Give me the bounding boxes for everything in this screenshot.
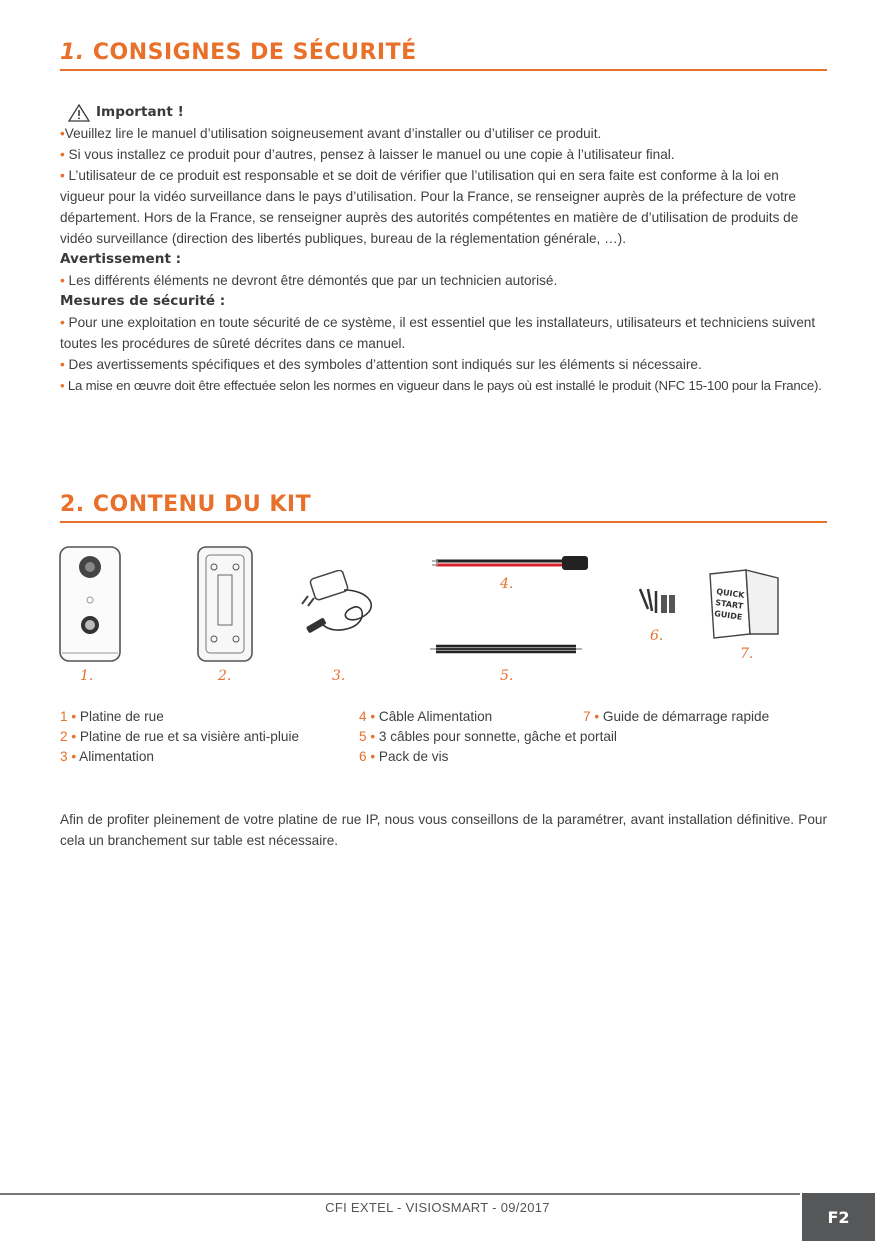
warning-label: Avertissement :	[60, 251, 182, 267]
important-item-1: •Veuillez lire le manuel d’utilisation soigneusement avant d’installer ou d’utiliser ce produit.	[60, 126, 602, 141]
guide-word-1: QUICK	[715, 587, 746, 600]
power-cable-image	[430, 552, 592, 574]
safety-item-2: • Des avertissements spécifiques et des symboles d’attention sont indiqués sur les éléments si nécessaire.	[60, 357, 702, 372]
section-1-number: 1.	[60, 40, 85, 65]
kit-legend-col-2	[359, 707, 617, 767]
figure-number-5: 5.	[500, 668, 514, 684]
figure-number-7: 7.	[740, 646, 754, 662]
important-item-3: • L’utilisateur de ce produit est responsable et se doit de vérifier que l’utilisation qui en sera faite est conforme à la loi en vigueur pour la vidéo surveillance dans le pays d’utilisation. Pour la France, se renseigner auprès de la préfecture de votre département. Hors de la France, se renseigner auprès des autorités compétentes en matière de d’utilisation de produits de vidéo surveillance (direction des libertés publiques, bureau de la réglementation générale, …).	[60, 168, 799, 246]
figure-number-1: 1.	[80, 668, 94, 684]
guide-word-3: GUIDE	[713, 609, 743, 622]
screw-pack-image	[634, 585, 680, 617]
power-adapter-image	[298, 570, 384, 642]
legend-item-3: 3 • Alimentation	[60, 749, 154, 764]
section-1-title	[60, 40, 827, 71]
section-2-number: 2.	[60, 492, 85, 517]
legend-item-2: 2 • Platine de rue et sa visière anti-pluie	[60, 729, 300, 744]
safety-item-3: • La mise en œuvre doit être effectuée selon les normes en vigueur dans le pays où est installé le produit (NFC 15-100 pour la France).	[60, 378, 822, 393]
closing-paragraph: Afin de profiter pleinement de votre platine de rue IP, nous vous conseillons de la paramétrer, avant installation définitive. Pour cela un branchement sur table est nécessaire.	[60, 811, 827, 848]
safety-label: Mesures de sécurité :	[60, 293, 226, 309]
section-2-heading: CONTENU DU KIT	[92, 492, 312, 517]
figure-number-4: 4.	[500, 576, 514, 592]
panel-visor-image	[196, 545, 254, 663]
page-number-badge: F2	[802, 1193, 875, 1241]
footer-divider	[0, 1193, 800, 1195]
warning-item-1: • Les différents éléments ne devront être démontés que par un technicien autorisé.	[60, 273, 558, 288]
figure-number-2: 2.	[218, 668, 232, 684]
guide-word-2: START	[714, 598, 744, 611]
legend-item-4: 4 • Câble Alimentation	[359, 709, 493, 724]
kit-legend-col-1	[60, 707, 299, 767]
important-label: Important !	[96, 104, 184, 120]
safety-item-1: • Pour une exploitation en toute sécurité de ce système, il est essentiel que les installateurs, utilisateurs et techniciens suivent toutes les procédures de sûreté décrites dans ce manuel.	[60, 315, 816, 351]
footer-text: CFI EXTEL - VISIOSMART - 09/2017	[325, 1200, 550, 1215]
legend-item-7: 7 • Guide de démarrage rapide	[583, 709, 770, 724]
legend-item-5: 5 • 3 câbles pour sonnette, gâche et portail	[359, 729, 617, 744]
warning-triangle-icon	[68, 104, 90, 122]
street-panel-image	[58, 545, 122, 663]
section-2-title	[60, 492, 827, 523]
legend-item-1: 1 • Platine de rue	[60, 709, 164, 724]
safety-instructions	[60, 102, 827, 396]
figure-number-3: 3.	[332, 668, 346, 684]
section-1-heading: CONSIGNES DE SÉCURITÉ	[92, 40, 417, 65]
legend-item-6: 6 • Pack de vis	[359, 749, 449, 764]
figure-number-6: 6.	[650, 628, 664, 644]
three-cables-image	[430, 640, 582, 658]
quick-start-guide-image	[706, 568, 782, 640]
important-item-2: • Si vous installez ce produit pour d’autres, pensez à laisser le manuel ou une copie à l’utilisateur final.	[60, 147, 675, 162]
kit-legend-col-3	[583, 707, 769, 727]
important-row	[60, 102, 827, 123]
